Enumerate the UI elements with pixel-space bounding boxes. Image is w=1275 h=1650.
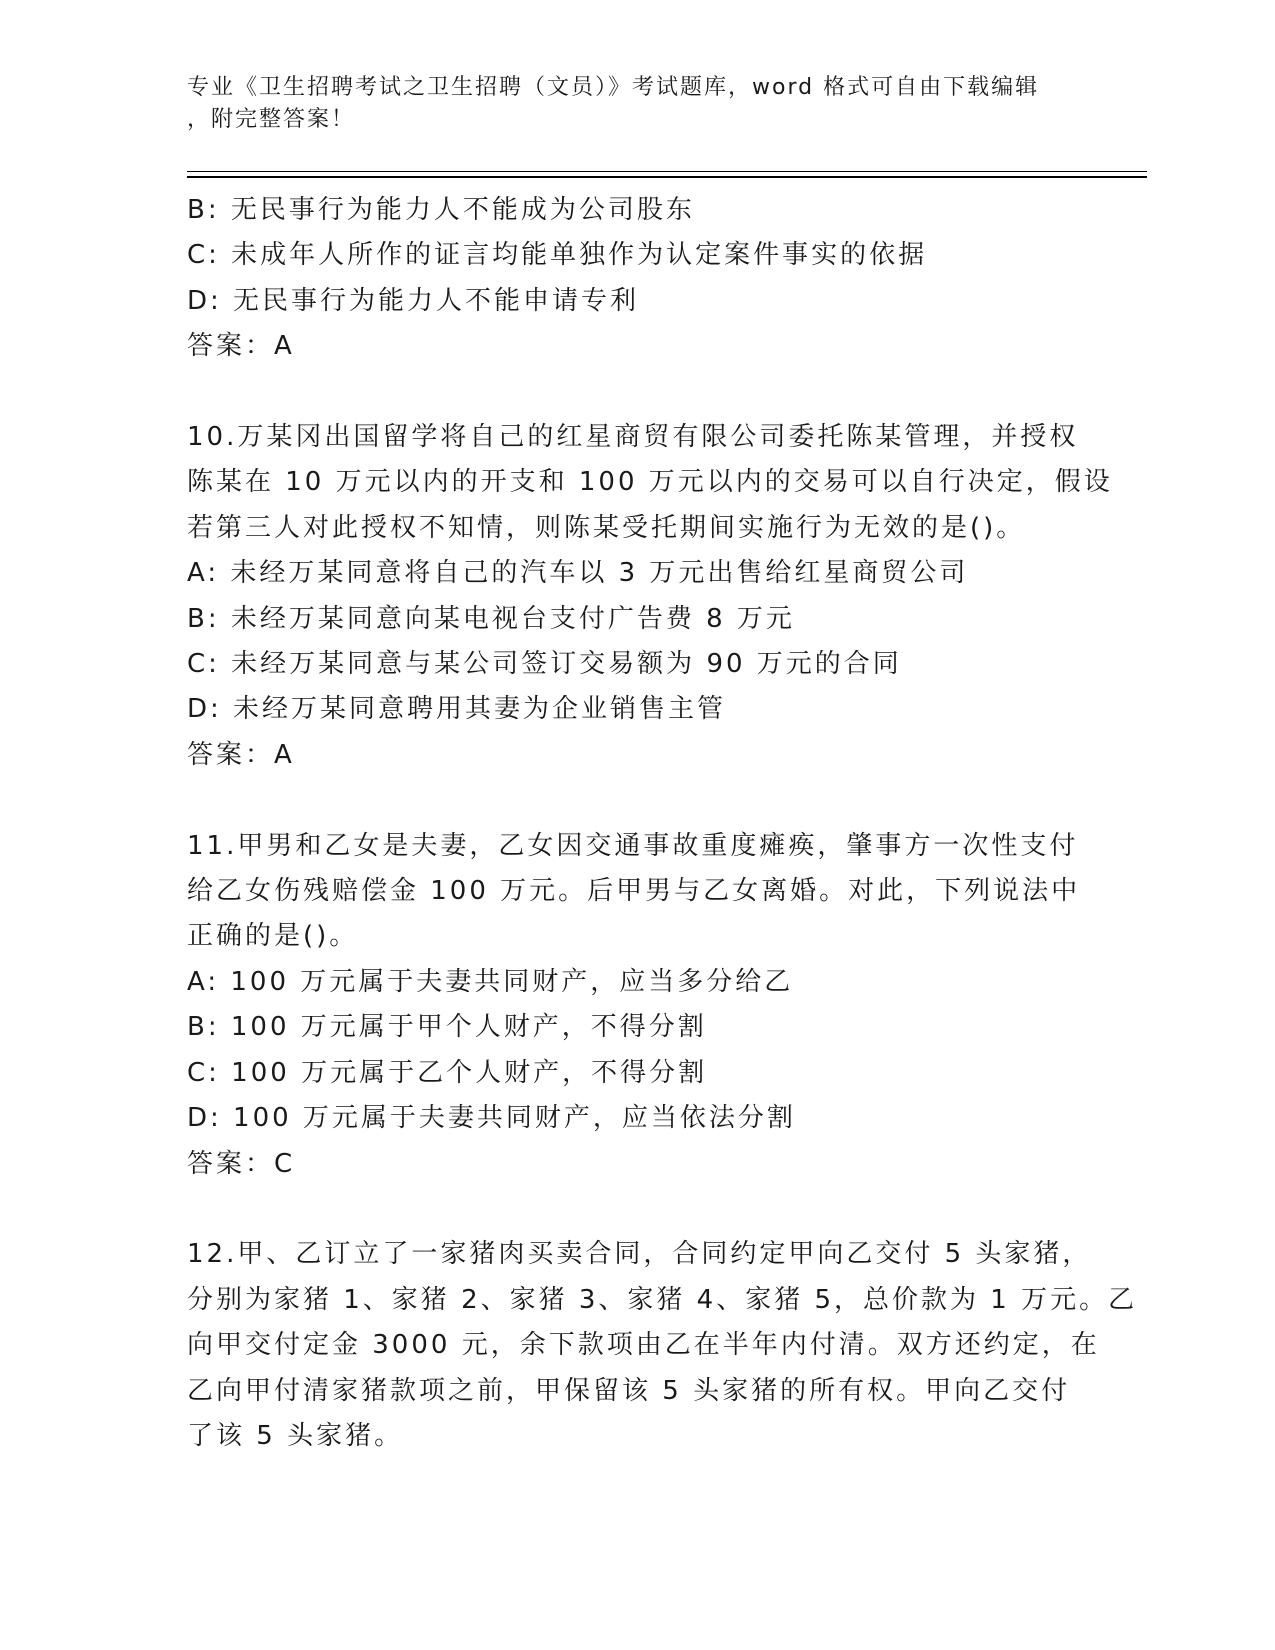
option-b: B: 100 万元属于甲个人财产，不得分割 xyxy=(187,1012,707,1043)
option-d: D: 无民事行为能力人不能申请专利 xyxy=(187,285,640,316)
option-c: C: 未经万某同意与某公司签订交易额为 90 万元的合同 xyxy=(187,649,902,680)
question-stem-line: 给乙女伤残赔偿金 100 万元。后甲男与乙女离婚。对此，下列说法中 xyxy=(187,876,1081,907)
question-stem-line: 分别为家猪 1、家猪 2、家猪 3、家猪 4、家猪 5，总价款为 1 万元。乙 xyxy=(187,1284,1138,1315)
question-10 xyxy=(187,415,1113,778)
question-12 xyxy=(187,1232,1138,1459)
question-stem-line: 乙向甲付清家猪款项之前，甲保留该 5 头家猪的所有权。甲向乙交付 xyxy=(187,1375,1071,1406)
question-stem-line: 了该 5 头家猪。 xyxy=(187,1420,404,1451)
option-c: C: 100 万元属于乙个人财产，不得分割 xyxy=(187,1057,708,1088)
header-divider-thick xyxy=(187,176,1147,178)
question-stem-line: 陈某在 10 万元以内的开支和 100 万元以内的交易可以自行决定，假设 xyxy=(187,467,1113,498)
option-a: A: 未经万某同意将自己的汽车以 3 万元出售给红星商贸公司 xyxy=(187,558,969,589)
header-line-1: 专业《卫生招聘考试之卫生招聘（文员）》考试题库，word 格式可自由下载编辑 xyxy=(187,75,1040,100)
answer: 答案：A xyxy=(187,331,295,362)
answer: 答案：A xyxy=(187,739,295,770)
header-line-2: ，附完整答案！ xyxy=(187,107,356,132)
option-c: C: 未成年人所作的证言均能单独作为认定案件事实的依据 xyxy=(187,240,928,271)
question-stem-line: 11.甲男和乙女是夫妻，乙女因交通事故重度瘫痪，肇事方一次性支付 xyxy=(187,830,1079,861)
header-divider-thin xyxy=(187,171,1147,172)
question-stem-line: 若第三人对此授权不知情，则陈某受托期间实施行为无效的是()。 xyxy=(187,512,1026,543)
question-stem-line: 正确的是()。 xyxy=(187,921,359,952)
option-b: B: 未经万某同意向某电视台支付广告费 8 万元 xyxy=(187,603,795,634)
question-stem-line: 10.万某冈出国留学将自己的红星商贸有限公司委托陈某管理，并授权 xyxy=(187,422,1079,453)
option-a: A: 100 万元属于夫妻共同财产，应当多分给乙 xyxy=(187,966,794,997)
question-11 xyxy=(187,824,1087,1187)
option-b: B: 无民事行为能力人不能成为公司股东 xyxy=(187,195,695,225)
question-stem-line: 向甲交付定金 3000 元，余下款项由乙在半年内付清。双方还约定，在 xyxy=(187,1330,1100,1361)
question-stem-line: 12.甲、乙订立了一家猪肉买卖合同，合同约定甲向乙交付 5 头家猪， xyxy=(187,1239,1092,1270)
prev-question xyxy=(187,188,1087,370)
document-header xyxy=(187,72,1087,136)
document-body xyxy=(187,188,1138,1459)
answer: 答案：C xyxy=(187,1148,296,1179)
option-d: D: 未经万某同意聘用其妻为企业销售主管 xyxy=(187,694,727,725)
option-d: D: 100 万元属于夫妻共同财产，应当依法分割 xyxy=(187,1103,796,1134)
